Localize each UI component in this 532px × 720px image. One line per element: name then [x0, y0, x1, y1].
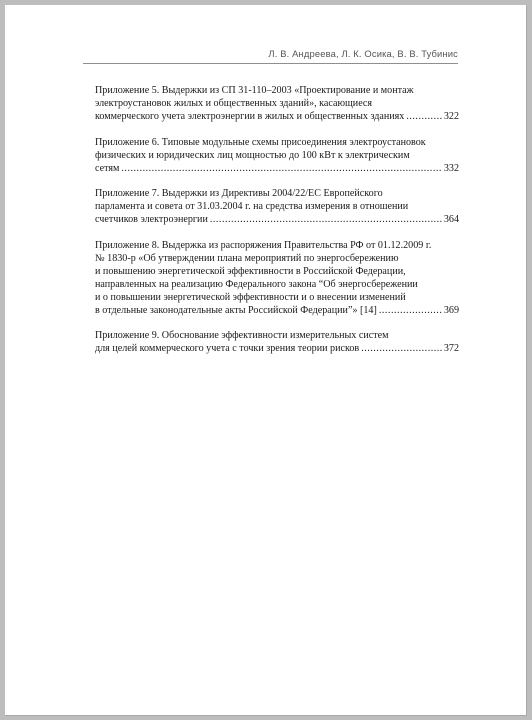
- toc-entry-appendix-8: [95, 239, 459, 317]
- toc-entry-appendix-6: [95, 136, 459, 175]
- toc-entry-appendix-9: [95, 329, 459, 355]
- toc-page-number: 332: [443, 162, 459, 174]
- toc-entry-appendix-5: [95, 84, 459, 123]
- toc-entry-text: в отдельные законодательные акты Российской Федерации”» [14]: [95, 304, 377, 316]
- toc-page-number: 372: [443, 343, 459, 354]
- dot-leader: [210, 213, 442, 226]
- toc-entry-line: парламента и совета от 31.03.2004 г. на средства измерения в отношении: [95, 201, 409, 212]
- toc-entry-line: Приложение 7. Выдержки из Директивы 2004/22/ЕС Европейского: [95, 188, 383, 199]
- toc-entry-text: для целей коммерческого учета с точки зрения теории рисков: [95, 343, 360, 354]
- toc-page-number: 364: [443, 214, 459, 225]
- toc-page-number: 369: [443, 304, 459, 316]
- toc-entry-line: Приложение 6. Типовые модульные схемы присоединения электроустановок: [95, 136, 426, 148]
- toc-entry-last-line: [95, 342, 459, 355]
- toc-entry-line: Приложение 8. Выдержка из распоряжения Правительства РФ от 01.12.2009 г.: [95, 239, 432, 251]
- table-of-contents: [95, 84, 459, 368]
- toc-entry-text: коммерческого учета электроэнергии в жилых и общественных зданиях: [95, 111, 405, 122]
- toc-entry-line: электроустановок жилых и общественных зданий», касающиеся: [95, 98, 373, 109]
- toc-entry-line: Приложение 9. Обоснование эффективности измерительных систем: [95, 330, 389, 341]
- dot-leader: [121, 162, 441, 175]
- toc-entry-text: сетям: [95, 162, 120, 174]
- toc-entry-line: и о повышении энергетической эффективности и о внесении изменений: [95, 291, 406, 303]
- toc-entry-line: направленных на реализацию Федерального закона “Об энергосбережении: [95, 278, 418, 290]
- dot-leader: [406, 110, 442, 123]
- dot-leader: [361, 342, 442, 355]
- toc-entry-text: счетчиков электроэнергии: [95, 214, 208, 225]
- toc-entry-last-line: [95, 110, 459, 123]
- toc-entry-last-line: [95, 304, 459, 317]
- toc-entry-appendix-7: [95, 187, 459, 226]
- toc-entry-line: Приложение 5. Выдержки из СП 31-110–2003 «Проектирование и монтаж: [95, 85, 414, 96]
- document-page: [5, 5, 527, 716]
- toc-entry-line: № 1830-р «Об утверждении плана мероприятий по энергосбережению: [95, 252, 399, 264]
- dot-leader: [379, 304, 442, 317]
- toc-entry-last-line: [95, 213, 459, 226]
- toc-page-number: 322: [443, 111, 459, 122]
- header-divider: [83, 63, 458, 64]
- running-header-authors: Л. В. Андреева, Л. К. Осика, В. В. Тубинис: [268, 48, 458, 59]
- toc-entry-line: физических и юридических лиц мощностью до 100 кВт к электрическим: [95, 149, 410, 161]
- toc-entry-line: и повышению энергетической эффективности в Российской Федерации,: [95, 265, 406, 277]
- toc-entry-last-line: [95, 162, 459, 175]
